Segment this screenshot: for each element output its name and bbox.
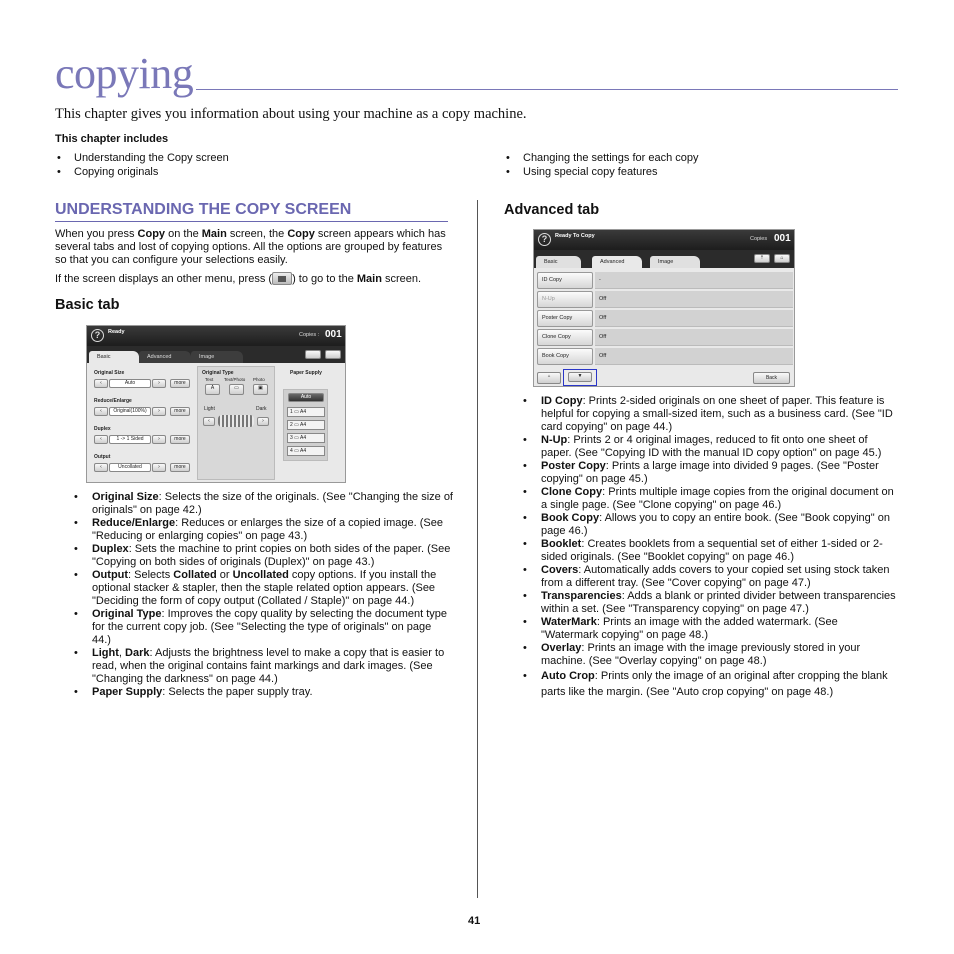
copies-value: 001: [325, 329, 342, 340]
screen-status: Ready To Copy: [555, 233, 595, 239]
darkness-slider[interactable]: [218, 415, 254, 427]
list-item: • Book Copy: Allows you to copy an entire book. (See "Book copying" on page 46.): [522, 512, 897, 538]
list-item: • Light, Dark: Adjusts the brightness level to make a copy that is easier to read, when the original contains faint markings and dark images. (See "Changing the darkness" on page 44.): [73, 647, 453, 686]
row-clone-copy-value: Off: [595, 329, 793, 346]
row-poster-copy-button[interactable]: Poster Copy: [537, 310, 593, 327]
list-item: • Reduce/Enlarge: Reduces or enlarges the size of a copied image. (See "Reducing or enlarging copies" on page 43.): [73, 517, 453, 543]
help-icon[interactable]: ?: [91, 329, 104, 342]
basic-tab-heading: Basic tab: [55, 297, 120, 313]
reduce-enlarge-value: Original(100%): [109, 407, 151, 416]
original-size-value: Auto: [109, 379, 151, 388]
basic-tab-screenshot: [86, 325, 346, 483]
more-button[interactable]: more: [170, 463, 190, 472]
original-type-label: Original Type: [202, 370, 234, 376]
paper-supply-auto[interactable]: Auto: [288, 393, 324, 402]
type-text-label: Text: [205, 377, 214, 382]
row-n-up-value: Off: [595, 291, 793, 308]
duplex-label: Duplex: [94, 426, 111, 432]
column-divider: [477, 200, 478, 898]
dark-label: Dark: [256, 406, 267, 412]
duplex-value: 1 -> 1 Sided: [109, 435, 151, 444]
list-item: • Poster Copy: Prints a large image into divided 9 pages. (See "Poster copying" on page 45.): [522, 460, 897, 486]
list-item: • Transparencies: Adds a blank or printed divider between transparencies within a set. (See "Transparency copying" on page 47.): [522, 590, 897, 616]
home-icon: [272, 272, 292, 285]
type-text-photo-button[interactable]: ▭: [229, 384, 244, 395]
list-item[interactable]: • Copying originals: [55, 166, 229, 180]
copies-value: 001: [774, 233, 791, 244]
help-icon[interactable]: ?: [538, 233, 551, 246]
more-button[interactable]: more: [170, 379, 190, 388]
lighter-button[interactable]: ‹: [203, 417, 215, 426]
screen-status: Ready: [108, 329, 125, 335]
section-heading: UNDERSTANDING THE COPY SCREEN: [55, 201, 352, 218]
list-item: • N-Up: Prints 2 or 4 original images, reduced to fit onto one sheet of paper. (See "Copying ID with the manual ID copy option" on page 45.): [522, 434, 897, 460]
list-item: • Paper Supply: Selects the paper supply tray.: [73, 686, 453, 699]
list-item: • Auto Crop: Prints only the image of an original after cropping the blank parts like the margin. (See "Auto crop copying" on page 48.): [522, 668, 897, 700]
copies-label: Copies :: [299, 332, 320, 338]
list-item: • Original Type: Improves the copy quality by selecting the document type for the current copy job. (See "Selecting the type of originals" on page 44.): [73, 608, 453, 647]
reduce-enlarge-label: Reduce/Enlarge: [94, 398, 132, 404]
darker-button[interactable]: ›: [257, 417, 269, 426]
more-button[interactable]: more: [170, 407, 190, 416]
type-photo-button[interactable]: ▣: [253, 384, 268, 395]
screen-tabbar: [534, 250, 794, 268]
screen-topbar: [534, 230, 794, 250]
tab-basic[interactable]: Basic: [536, 256, 581, 268]
tray-3[interactable]: 3 ▭ A4: [287, 433, 325, 443]
list-item: • WaterMark: Prints an image with the added watermark. (See "Watermark copying" on page 48.): [522, 616, 897, 642]
type-text-button[interactable]: A: [205, 384, 220, 395]
section-paragraph-1: When you press Copy on the Main screen, the Copy screen appears which has several tabs and lost of copying options. All the options are grouped by features so that you can configure your selections easily.: [55, 228, 446, 266]
more-button[interactable]: more: [170, 435, 190, 444]
list-item: • Covers: Automatically adds covers to your copied set using stock taken from a different tray. (See "Cover copying" on page 47.): [522, 564, 897, 590]
section-rule: [55, 221, 448, 222]
tray-1[interactable]: 1 ▭ A4: [287, 407, 325, 417]
advanced-tab-heading: Advanced tab: [504, 202, 600, 218]
list-item: • Output: Selects Collated or Uncollated copy options. If you install the optional stacker & stapler, then the staple related option appears. (See "Deciding the form of copy output (Collated / Staple)" on page 44.): [73, 569, 453, 608]
arrow-right-icon[interactable]: ›: [152, 463, 166, 472]
screen-tabbar: [87, 346, 345, 363]
arrow-left-icon[interactable]: ‹: [94, 463, 108, 472]
home-icon[interactable]: ⌂: [774, 254, 790, 263]
scroll-up-button[interactable]: ▴: [537, 372, 561, 384]
section-paragraph-2: If the screen displays an other menu, press ( ) to go to the Main screen.: [55, 273, 422, 285]
list-item[interactable]: • Using special copy features: [504, 166, 699, 180]
screen-topbar: [87, 326, 345, 346]
type-text-photo-label: Text/Photo: [224, 377, 246, 382]
basic-tab-bullets: [73, 491, 453, 699]
tab-image[interactable]: Image: [650, 256, 700, 268]
tray-2[interactable]: 2 ▭ A4: [287, 420, 325, 430]
advanced-tab-screenshot: [533, 229, 795, 387]
job-icon[interactable]: ⇡: [754, 254, 770, 263]
row-poster-copy-value: Off: [595, 310, 793, 327]
title-rule: [196, 89, 898, 90]
row-id-copy-button[interactable]: ID Copy: [537, 272, 593, 289]
includes-list-right: [504, 152, 699, 179]
row-n-up-button[interactable]: N-Up: [537, 291, 593, 308]
tab-advanced[interactable]: Advanced: [592, 256, 642, 268]
arrow-right-icon[interactable]: ›: [152, 379, 166, 388]
list-item: • ID Copy: Prints 2-sided originals on one sheet of paper. This feature is helpful for copying a small-sized item, such as a business card. (See "ID card copying" on page 44.): [522, 395, 897, 434]
paper-supply-label: Paper Supply: [290, 370, 322, 376]
list-item: • Booklet: Creates booklets from a sequential set of either 1-sided or 2-sided originals. (See "Booklet copying" on page 46.): [522, 538, 897, 564]
row-id-copy-value: -: [595, 272, 793, 289]
tray-4[interactable]: 4 ▭ A4: [287, 446, 325, 456]
list-item[interactable]: • Changing the settings for each copy: [504, 152, 699, 166]
row-book-copy-button[interactable]: Book Copy: [537, 348, 593, 365]
list-item: • Clone Copy: Prints multiple image copies from the original document on a single page. (See "Clone copying" on page 46.): [522, 486, 897, 512]
tab-basic[interactable]: Basic: [89, 351, 139, 363]
arrow-left-icon[interactable]: ‹: [94, 435, 108, 444]
chapter-intro: This chapter gives you information about using your machine as a copy machine.: [55, 106, 527, 122]
paper-supply-panel: [283, 389, 328, 461]
back-button[interactable]: Back: [753, 372, 790, 384]
list-item: • Overlay: Prints an image with the image previously stored in your machine. (See "Overlay copying" on page 48.): [522, 642, 897, 668]
list-item: • Original Size: Selects the size of the originals. (See "Changing the size of originals" on page 42.): [73, 491, 453, 517]
original-size-label: Original Size: [94, 370, 125, 376]
home-icon[interactable]: [325, 350, 341, 359]
output-label: Output: [94, 454, 111, 460]
row-book-copy-value: Off: [595, 348, 793, 365]
job-icon[interactable]: [305, 350, 321, 359]
type-photo-label: Photo: [253, 377, 265, 382]
advanced-tab-bullets: [522, 395, 897, 700]
output-value: Uncollated: [109, 463, 151, 472]
list-item: • Duplex: Sets the machine to print copies on both sides of the paper. (See "Copying on both sides of originals (Duplex)" on page 43.): [73, 543, 453, 569]
arrow-left-icon[interactable]: ‹: [94, 407, 108, 416]
row-clone-copy-button[interactable]: Clone Copy: [537, 329, 593, 346]
includes-list-left: [55, 152, 229, 179]
arrow-left-icon[interactable]: ‹: [94, 379, 108, 388]
tab-image[interactable]: Image: [191, 351, 243, 363]
arrow-right-icon[interactable]: ›: [152, 407, 166, 416]
includes-heading: This chapter includes: [55, 133, 169, 145]
page-number: 41: [468, 915, 481, 927]
scroll-down-button[interactable]: [563, 369, 597, 386]
tab-advanced[interactable]: Advanced: [139, 351, 191, 363]
chapter-title: copying: [55, 49, 194, 98]
light-label: Light: [204, 406, 215, 412]
copies-label: Copies: [750, 236, 768, 242]
arrow-right-icon[interactable]: ›: [152, 435, 166, 444]
list-item[interactable]: • Understanding the Copy screen: [55, 152, 229, 166]
chevron-down-icon: ▼: [568, 372, 592, 382]
